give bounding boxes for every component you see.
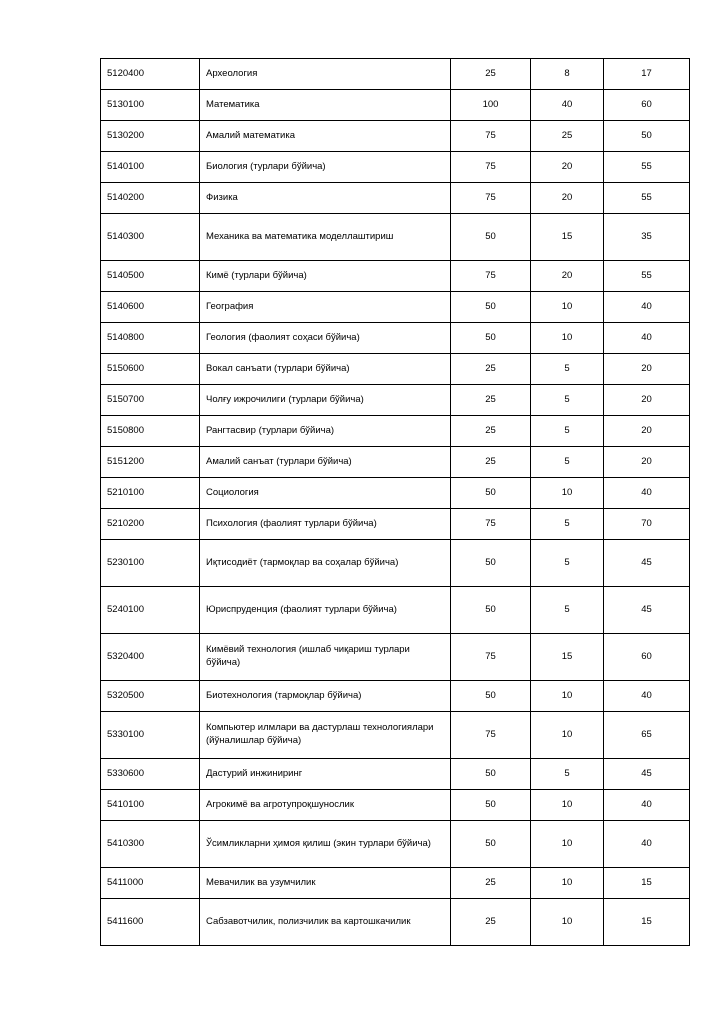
- cell-total: 50: [451, 323, 531, 354]
- cell-code: 5210200: [101, 509, 200, 540]
- cell-name: Геология (фаолият соҳаси бўйича): [200, 323, 451, 354]
- cell-grant: 5: [531, 587, 604, 634]
- cell-total: 50: [451, 214, 531, 261]
- cell-code: 5130200: [101, 121, 200, 152]
- cell-contract: 60: [604, 634, 690, 681]
- cell-grant: 10: [531, 790, 604, 821]
- cell-name: Физика: [200, 183, 451, 214]
- cell-contract: 45: [604, 587, 690, 634]
- cell-contract: 45: [604, 540, 690, 587]
- cell-total: 25: [451, 899, 531, 946]
- table-row: [101, 152, 690, 183]
- cell-code: 5230100: [101, 540, 200, 587]
- table-row: [101, 416, 690, 447]
- table-row: [101, 509, 690, 540]
- cell-total: 75: [451, 183, 531, 214]
- cell-grant: 5: [531, 759, 604, 790]
- table-row: [101, 540, 690, 587]
- cell-contract: 70: [604, 509, 690, 540]
- cell-code: 5140800: [101, 323, 200, 354]
- specialties-table: [100, 58, 690, 946]
- table-row: [101, 821, 690, 868]
- table-row: [101, 868, 690, 899]
- cell-contract: 35: [604, 214, 690, 261]
- table-row: [101, 183, 690, 214]
- table-row: [101, 385, 690, 416]
- cell-code: 5411000: [101, 868, 200, 899]
- cell-contract: 20: [604, 447, 690, 478]
- cell-total: 25: [451, 868, 531, 899]
- table-row: [101, 712, 690, 759]
- cell-total: 75: [451, 152, 531, 183]
- cell-name: Социология: [200, 478, 451, 509]
- cell-contract: 20: [604, 416, 690, 447]
- cell-grant: 10: [531, 478, 604, 509]
- cell-contract: 40: [604, 478, 690, 509]
- cell-total: 75: [451, 712, 531, 759]
- cell-total: 75: [451, 121, 531, 152]
- table-row: [101, 261, 690, 292]
- table-row: [101, 59, 690, 90]
- cell-code: 5410300: [101, 821, 200, 868]
- cell-code: 5320400: [101, 634, 200, 681]
- cell-total: 100: [451, 90, 531, 121]
- cell-grant: 10: [531, 899, 604, 946]
- cell-total: 50: [451, 821, 531, 868]
- table-row: [101, 90, 690, 121]
- cell-grant: 40: [531, 90, 604, 121]
- cell-contract: 50: [604, 121, 690, 152]
- cell-grant: 20: [531, 183, 604, 214]
- cell-name: Дастурий инжиниринг: [200, 759, 451, 790]
- cell-name: Психология (фаолият турлари бўйича): [200, 509, 451, 540]
- cell-contract: 60: [604, 90, 690, 121]
- cell-name: Амалий математика: [200, 121, 451, 152]
- table-row: [101, 634, 690, 681]
- cell-name: Биотехнология (тармоқлар бўйича): [200, 681, 451, 712]
- cell-grant: 20: [531, 261, 604, 292]
- table-row: [101, 323, 690, 354]
- cell-grant: 25: [531, 121, 604, 152]
- table-row: [101, 121, 690, 152]
- cell-code: 5330100: [101, 712, 200, 759]
- cell-contract: 40: [604, 323, 690, 354]
- cell-grant: 10: [531, 868, 604, 899]
- cell-code: 5210100: [101, 478, 200, 509]
- cell-total: 25: [451, 59, 531, 90]
- cell-contract: 40: [604, 681, 690, 712]
- cell-contract: 65: [604, 712, 690, 759]
- cell-grant: 5: [531, 447, 604, 478]
- table-row: [101, 587, 690, 634]
- cell-code: 5151200: [101, 447, 200, 478]
- table-row: [101, 899, 690, 946]
- cell-contract: 55: [604, 261, 690, 292]
- cell-total: 50: [451, 292, 531, 323]
- cell-name: Вокал санъати (турлари бўйича): [200, 354, 451, 385]
- cell-name: Амалий санъат (турлари бўйича): [200, 447, 451, 478]
- cell-total: 50: [451, 540, 531, 587]
- cell-code: 5330600: [101, 759, 200, 790]
- cell-grant: 10: [531, 292, 604, 323]
- cell-name: Мевачилик ва узумчилик: [200, 868, 451, 899]
- cell-name: Механика ва математика моделлаштириш: [200, 214, 451, 261]
- table-body: [101, 59, 690, 946]
- cell-code: 5140200: [101, 183, 200, 214]
- cell-code: 5140300: [101, 214, 200, 261]
- cell-contract: 20: [604, 385, 690, 416]
- cell-code: 5140500: [101, 261, 200, 292]
- cell-name: Ўсимликларни ҳимоя қилиш (экин турлари бўйича): [200, 821, 451, 868]
- cell-contract: 40: [604, 292, 690, 323]
- cell-code: 5150800: [101, 416, 200, 447]
- cell-code: 5150700: [101, 385, 200, 416]
- cell-name: Кимё (турлари бўйича): [200, 261, 451, 292]
- table-row: [101, 790, 690, 821]
- cell-grant: 5: [531, 416, 604, 447]
- cell-name: Агрокимё ва агротупроқшунослик: [200, 790, 451, 821]
- cell-contract: 45: [604, 759, 690, 790]
- cell-code: 5150600: [101, 354, 200, 385]
- cell-code: 5410100: [101, 790, 200, 821]
- cell-name: Компьютер илмлари ва дастурлаш технологиялари (йўналишлар бўйича): [200, 712, 451, 759]
- cell-contract: 15: [604, 899, 690, 946]
- cell-grant: 10: [531, 681, 604, 712]
- cell-grant: 5: [531, 509, 604, 540]
- cell-total: 50: [451, 478, 531, 509]
- cell-name: Археология: [200, 59, 451, 90]
- cell-grant: 15: [531, 214, 604, 261]
- table-row: [101, 681, 690, 712]
- cell-total: 25: [451, 416, 531, 447]
- cell-name: Биология (турлари бўйича): [200, 152, 451, 183]
- cell-name: Иқтисодиёт (тармоқлар ва соҳалар бўйича): [200, 540, 451, 587]
- cell-grant: 5: [531, 540, 604, 587]
- cell-name: Юриспруденция (фаолият турлари бўйича): [200, 587, 451, 634]
- cell-grant: 5: [531, 354, 604, 385]
- cell-name: География: [200, 292, 451, 323]
- cell-code: 5140600: [101, 292, 200, 323]
- table-row: [101, 447, 690, 478]
- cell-grant: 10: [531, 821, 604, 868]
- cell-code: 5411600: [101, 899, 200, 946]
- cell-total: 50: [451, 681, 531, 712]
- cell-contract: 15: [604, 868, 690, 899]
- table-row: [101, 214, 690, 261]
- cell-name: Кимёвий технология (ишлаб чиқариш турлари бўйича): [200, 634, 451, 681]
- cell-grant: 8: [531, 59, 604, 90]
- cell-total: 75: [451, 509, 531, 540]
- table-row: [101, 354, 690, 385]
- cell-name: Чолғу ижрочилиги (турлари бўйича): [200, 385, 451, 416]
- cell-grant: 10: [531, 323, 604, 354]
- cell-contract: 17: [604, 59, 690, 90]
- cell-contract: 55: [604, 183, 690, 214]
- cell-code: 5140100: [101, 152, 200, 183]
- cell-total: 50: [451, 759, 531, 790]
- cell-contract: 55: [604, 152, 690, 183]
- cell-total: 75: [451, 261, 531, 292]
- cell-contract: 40: [604, 821, 690, 868]
- cell-code: 5120400: [101, 59, 200, 90]
- cell-contract: 20: [604, 354, 690, 385]
- cell-code: 5240100: [101, 587, 200, 634]
- cell-name: Рангтасвир (турлари бўйича): [200, 416, 451, 447]
- cell-total: 25: [451, 385, 531, 416]
- cell-total: 50: [451, 790, 531, 821]
- table-row: [101, 759, 690, 790]
- cell-contract: 40: [604, 790, 690, 821]
- cell-total: 75: [451, 634, 531, 681]
- cell-grant: 10: [531, 712, 604, 759]
- cell-grant: 20: [531, 152, 604, 183]
- cell-grant: 5: [531, 385, 604, 416]
- cell-total: 50: [451, 587, 531, 634]
- cell-grant: 15: [531, 634, 604, 681]
- cell-total: 25: [451, 447, 531, 478]
- table-row: [101, 478, 690, 509]
- table-row: [101, 292, 690, 323]
- cell-name: Математика: [200, 90, 451, 121]
- cell-name: Сабзавотчилик, полизчилик ва картошкачилик: [200, 899, 451, 946]
- cell-total: 25: [451, 354, 531, 385]
- cell-code: 5130100: [101, 90, 200, 121]
- cell-code: 5320500: [101, 681, 200, 712]
